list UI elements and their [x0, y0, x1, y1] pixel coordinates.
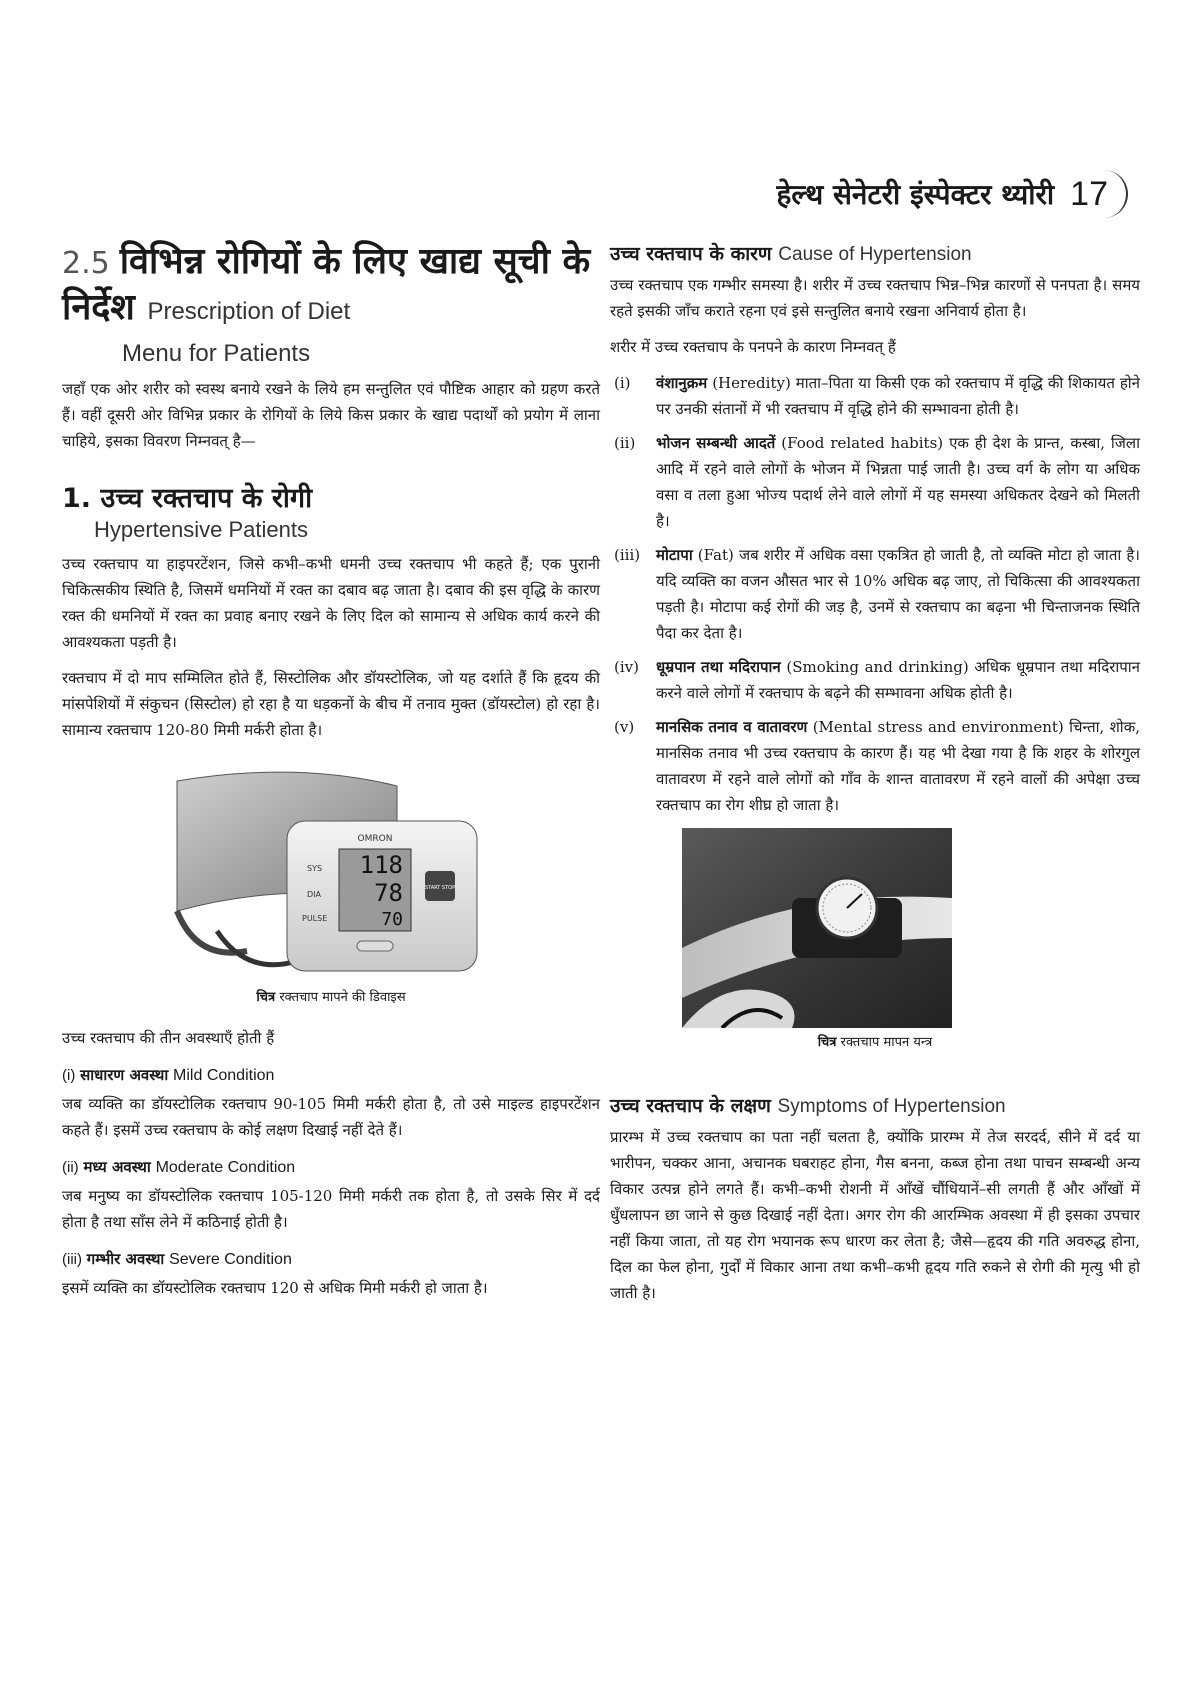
condition-text: जब मनुष्य का डॉयस्टोलिक रक्तचाप 105-120 मिमी मर्करी तक होता है, तो उसके सिर में दर्द होता है तथा साँस लेने में कठिनाई होती है।	[62, 1187, 600, 1231]
bp-gauge-figure	[682, 828, 952, 1028]
list-item: (iv) धूम्रपान तथा मदिरापान (Smoking and drinking) अधिक धूम्रपान तथा मदिरापान करने वाले लोगों में रक्तचाप के बढ़ने की सम्भावना अधिक होती है।	[614, 658, 1140, 702]
figure-caption-left	[62, 987, 600, 1005]
right-column	[610, 240, 1140, 1316]
figure-caption-right	[610, 1032, 1140, 1050]
list-item: (v) मानसिक तनाव व वातावरण (Mental stress and environment) चिन्ता, शोक, मानसिक तनाव भी उच्च रक्तचाप के कारण हैं। यह भी देखा गया है कि शहर के शोरगुल वातावरण में रहने वाले लोगों को गाँव के शान्त वातावरण में रहने वालों की अपेक्षा उच्च रक्तचाप का रोग शीघ्र हो जाता है।	[614, 718, 1140, 814]
dia-reading: 78	[374, 879, 403, 907]
bp-device-figure	[157, 761, 487, 981]
cause-paragraph-1: उच्च रक्तचाप एक गम्भीर समस्या है। शरीर में उच्च रक्तचाप भिन्न–भिन्न कारणों से पनपता है। समय रहते इसकी जाँच कराते रहना एवं इसे सन्तुलित बनाये रखना अनिवार्य होता है।	[610, 276, 1140, 320]
intro-paragraph: जहाँ एक ओर शरीर को स्वस्थ बनाये रखने के लिये हम सन्तुलित एवं पौष्टिक आहार को ग्रहण करते हैं। वहीं दूसरी ओर विभिन्न प्रकार के रोगियों के लिये किस प्रकार के खाद्य पदार्थों को प्रयोग में लाना चाहिये, इसका विवरण निम्नवत् है—	[62, 380, 600, 450]
pulse-label: PULSE	[302, 914, 328, 923]
list-item: (ii) भोजन सम्बन्धी आदतें (Food related habits) एक ही देश के प्रान्त, कस्बा, जिला आदि में रहने वाले लोगों के भोजन में भिन्नता पाई जाती है। उच्च वर्ग के लोग या अधिक वसा व तला हुआ भोज्य पदार्थ लेने वाले लोगों में यह समस्या अधिकतर देखने को मिलती है।	[614, 434, 1140, 530]
left-column	[62, 240, 600, 1311]
pulse-reading: 70	[381, 909, 403, 930]
dia-label: DIA	[307, 890, 321, 899]
sys-reading: 118	[359, 851, 403, 879]
hypertension-paragraph-2: रक्तचाप में दो माप सम्मिलित होते हैं, सिस्टोलिक और डॉयस्टोलिक, जो यह दर्शाते हैं कि हृदय की मांसपेशियों में संकुचन (सिस्टोल) हो रहा है या धड़कनों के बीच में तनाव मुक्त (डॉयस्टोल) हो रहा है। सामान्य रक्तचाप 120-80 मिमी मर्करी होता है।	[62, 669, 600, 739]
page-header	[777, 168, 1129, 220]
sys-label: SYS	[307, 864, 323, 873]
condition-heading: (ii) मध्य अवस्था Moderate Condition	[62, 1158, 296, 1176]
section-heading	[62, 240, 600, 334]
symptom-paragraph: प्रारम्भ में उच्च रक्तचाप का पता नहीं चलता है, क्योंकि प्रारम्भ में तेज सरदर्द, सीने में दर्द या भारीपन, चक्कर आना, अचानक घबराहट होना, गैस बनना, कब्ज होना तथा पाचन सम्बन्धी अन्य विकार उत्पन्न होने लगते हैं। कभी–कभी रोशनी में आँखें चौंधियानें–सी लगती हैं और आँखों में धुँधलापन छा जाने से कुछ दिखाई नहीं देता। अगर रोग की आरम्भिक अवस्था में ही इसका उपचार नहीं किया जाता, तो यह रोग भयानक रूप धारण कर लेता है; जैसे—हृदय की गति अवरुद्ध होना, दिल का फेल होना, गुर्दों में विकार आना तथा कभी–कभी हृदय गति रुकने से रोगी की मृत्यु भी हो जाती है।	[610, 1128, 1140, 1302]
device-brand: OMRON	[357, 834, 393, 844]
subsection-heading: 1. उच्च रक्तचाप के रोगी	[62, 483, 313, 514]
page-number: 17	[1064, 170, 1128, 218]
caption-label: चित्र	[256, 990, 276, 1005]
stages-intro: उच्च रक्तचाप की तीन अवस्थाएँ होती हैं	[62, 1029, 275, 1047]
subsection-heading-en: Hypertensive Patients	[94, 517, 308, 542]
cause-paragraph-2: शरीर में उच्च रक्तचाप के पनपने के कारण निम्नवत् हैं	[610, 338, 896, 356]
bp-gauge-photo	[682, 828, 952, 1028]
condition-text: इसमें व्यक्ति का डॉयस्टोलिक रक्तचाप 120 से अधिक मिमी मर्करी हो जाता है।	[62, 1279, 488, 1297]
symptom-heading: उच्च रक्तचाप के लक्षण Symptoms of Hypertension	[610, 1095, 1006, 1117]
condition-heading: (i) साधारण अवस्था Mild Condition	[62, 1066, 275, 1084]
section-number: 2.5	[62, 246, 110, 281]
section-title-en-2: Menu for Patients	[122, 340, 311, 367]
start-stop-label: START STOP	[424, 885, 456, 891]
section-title-en-1: Prescription of Diet	[147, 298, 351, 325]
list-item: (iii) मोटापा (Fat) जब शरीर में अधिक वसा एकत्रित हो जाती है, तो व्यक्ति मोटा हो जाता है। यदि व्यक्ति का वजन औसत भार से 10% अधिक बढ़ जाए, तो चिकित्सा की आवश्यकता पड़ती है। मोटापा कई रोगों की जड़ है, उनमें से रक्तचाप का बढ़ना भी चिन्ताजनक स्थिति पैदा कर देता है।	[614, 546, 1140, 642]
caption-label: चित्र	[817, 1035, 837, 1050]
book-title: हेल्थ सेनेटरी इंस्पेक्टर थ्योरी	[776, 178, 1055, 211]
bp-monitor-illustration	[157, 761, 487, 981]
condition-text: जब व्यक्ति का डॉयस्टोलिक रक्तचाप 90-105 मिमी मर्करी होता है, तो उसे माइल्ड हाइपरटेंशन कहते हैं। इसमें उच्च रक्तचाप के कोई लक्षण दिखाई नहीं देते हैं।	[62, 1095, 600, 1139]
section-title: विभिन्न रोगियों के लिए खाद्य सूची के निर्देश	[62, 241, 591, 328]
caption-text: रक्तचाप मापने की डिवाइस	[279, 990, 406, 1005]
condition-heading: (iii) गम्भीर अवस्था Severe Condition	[62, 1250, 292, 1268]
hypertension-paragraph-1: उच्च रक्तचाप या हाइपरटेंशन, जिसे कभी–कभी धमनी उच्च रक्तचाप भी कहते हैं; एक पुरानी चिकित्सकीय स्थिति है, जिसमें धमनियों में रक्त का दबाव बढ़ जाता है। दबाव की इस वृद्धि के कारण रक्त की धमनियों में रक्त का प्रवाह बनाए रखने के लिए दिल को सामान्य से अधिक कार्य करने की आवश्यकता पड़ती है।	[62, 555, 600, 651]
list-item: (i) वंशानुक्रम (Heredity) माता–पिता या किसी एक को रक्तचाप में वृद्धि की शिकायत होने पर उनकी संतानों में भी रक्तचाप में वृद्धि होने की सम्भावना होती है।	[614, 374, 1141, 418]
caption-text: रक्तचाप मापन यन्त्र	[840, 1035, 933, 1050]
cause-heading: उच्च रक्तचाप के कारण Cause of Hypertension	[610, 243, 972, 265]
